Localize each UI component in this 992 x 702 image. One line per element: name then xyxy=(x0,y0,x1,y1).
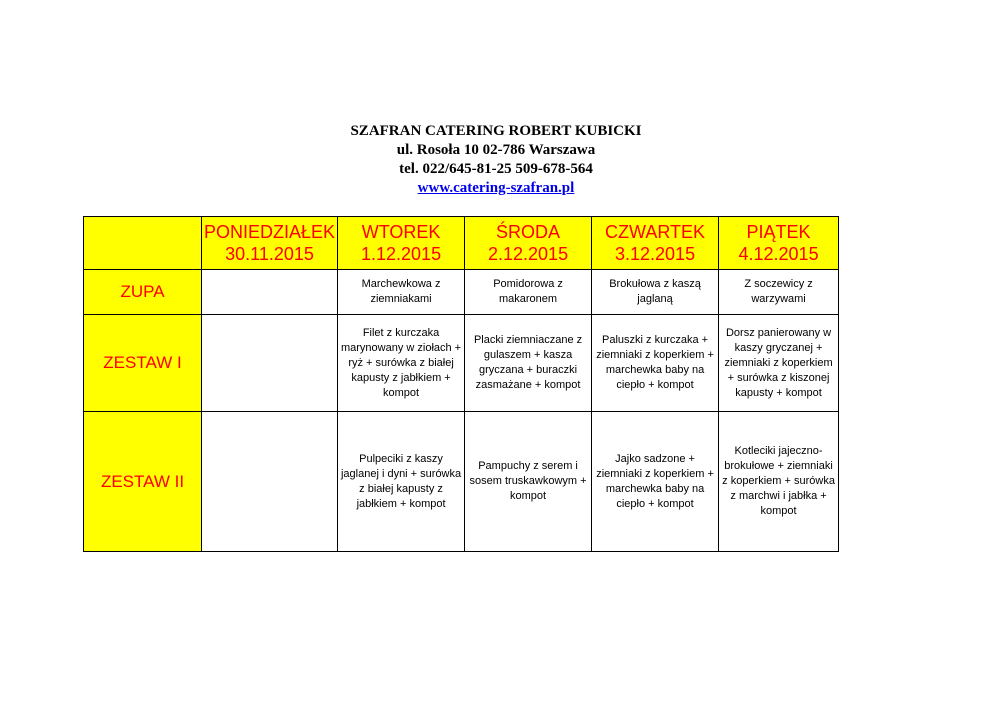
day-name: ŚRODA xyxy=(496,222,561,242)
menu-cell: Kotleciki jajeczno-brokułowe + ziemniaki z koperkiem + surówka z marchwi i jabłka + kompot xyxy=(719,412,839,552)
day-header xyxy=(592,217,719,270)
menu-cell xyxy=(202,315,338,412)
table-row xyxy=(84,270,839,315)
company-phone: tel. 022/645-81-25 509-678-564 xyxy=(399,161,593,177)
table-row xyxy=(84,315,839,412)
menu-cell: Filet z kurczaka marynowany w ziołach + ryż + surówka z białej kapusty z jabłkiem + kompot xyxy=(338,315,465,412)
day-name: WTOREK xyxy=(361,222,441,242)
menu-cell: Pomidorowa z makaronem xyxy=(465,270,592,315)
corner-cell xyxy=(84,217,202,270)
day-header xyxy=(465,217,592,270)
menu-cell: Paluszki z kurczaka + ziemniaki z koperkiem + marchewka baby na ciepło + kompot xyxy=(592,315,719,412)
menu-cell xyxy=(202,412,338,552)
day-header xyxy=(719,217,839,270)
day-name: PIĄTEK xyxy=(746,222,811,242)
company-address: ul. Rosoła 10 02-786 Warszawa xyxy=(396,142,596,158)
weekly-menu-table xyxy=(83,216,839,552)
menu-cell: Marchewkowa z ziemniakami xyxy=(338,270,465,315)
row-label: ZESTAW I xyxy=(84,315,202,412)
menu-cell: Placki ziemniaczane z gulaszem + kasza gryczana + buraczki zasmażane + kompot xyxy=(465,315,592,412)
day-date: 1.12.2015 xyxy=(361,244,442,264)
company-header xyxy=(0,122,992,198)
menu-cell xyxy=(202,270,338,315)
day-date: 3.12.2015 xyxy=(615,244,696,264)
table-row xyxy=(84,412,839,552)
row-label: ZESTAW II xyxy=(84,412,202,552)
day-date: 4.12.2015 xyxy=(738,244,819,264)
day-header xyxy=(202,217,338,270)
company-website-link[interactable]: www.catering-szafran.pl xyxy=(417,180,575,196)
menu-cell: Jajko sadzone + ziemniaki z koperkiem + marchewka baby na ciepło + kompot xyxy=(592,412,719,552)
menu-cell: Dorsz panierowany w kaszy gryczanej + ziemniaki z koperkiem + surówka z kiszonej kapusty + kompot xyxy=(719,315,839,412)
day-header-row xyxy=(84,217,839,270)
day-name: CZWARTEK xyxy=(605,222,706,242)
day-name: PONIEDZIAŁEK xyxy=(204,222,336,242)
day-header xyxy=(338,217,465,270)
menu-cell: Z soczewicy z warzywami xyxy=(719,270,839,315)
menu-cell: Brokułowa z kaszą jaglaną xyxy=(592,270,719,315)
menu-cell: Pampuchy z serem i sosem truskawkowym + kompot xyxy=(465,412,592,552)
menu-cell: Pulpeciki z kaszy jaglanej i dyni + surówka z białej kapusty z jabłkiem + kompot xyxy=(338,412,465,552)
company-name: SZAFRAN CATERING ROBERT KUBICKI xyxy=(350,123,642,139)
day-date: 30.11.2015 xyxy=(225,244,314,264)
row-label: ZUPA xyxy=(84,270,202,315)
day-date: 2.12.2015 xyxy=(488,244,569,264)
